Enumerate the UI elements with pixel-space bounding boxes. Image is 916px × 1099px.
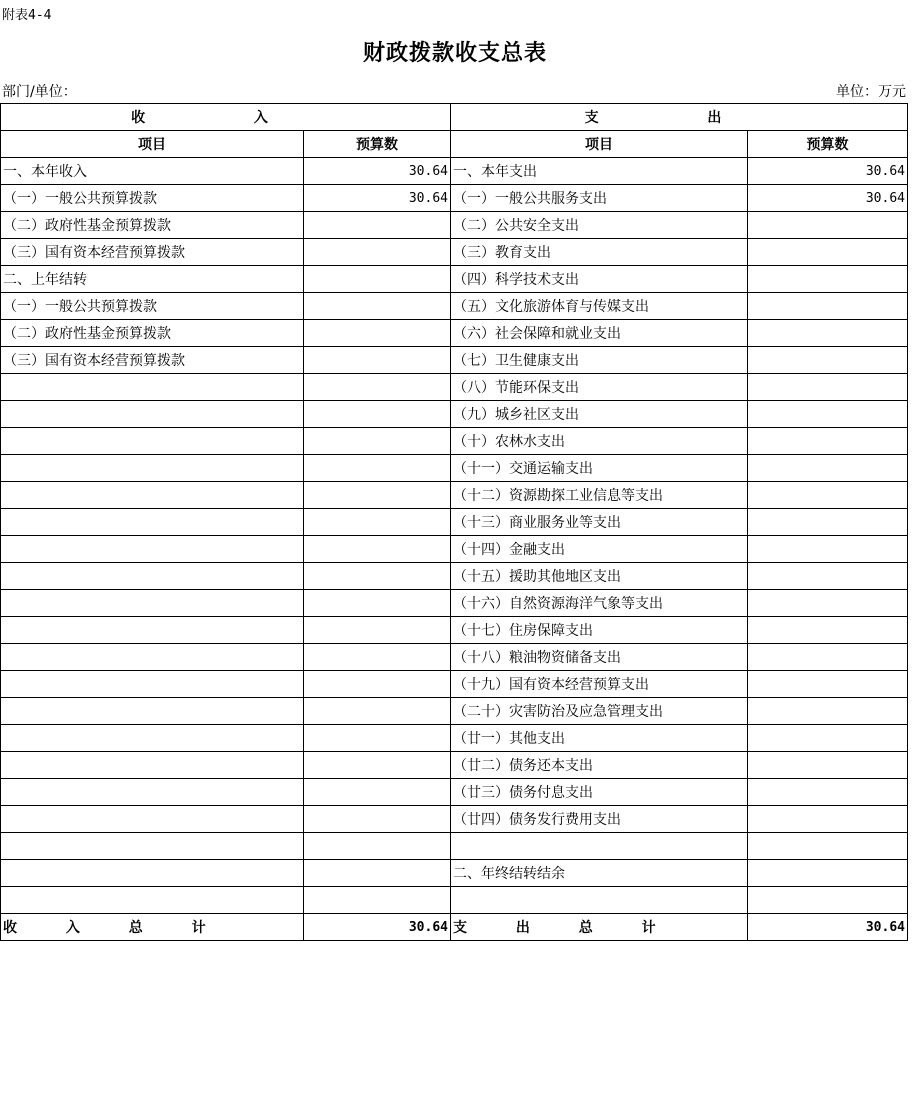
expense-item-cell: （七）卫生健康支出 bbox=[451, 347, 748, 374]
income-item-cell bbox=[1, 698, 304, 725]
income-item-cell bbox=[1, 833, 304, 860]
expense-value-cell: 30.64 bbox=[748, 158, 908, 185]
expense-value-cell bbox=[748, 374, 908, 401]
expense-value-cell bbox=[748, 428, 908, 455]
expense-item-cell: （一）一般公共服务支出 bbox=[451, 185, 748, 212]
expense-item-cell: （十六）自然资源海洋气象等支出 bbox=[451, 590, 748, 617]
expense-item-header: 项目 bbox=[451, 131, 748, 158]
table-row bbox=[1, 428, 908, 455]
expense-item-cell: （廿三）债务付息支出 bbox=[451, 779, 748, 806]
income-value-cell bbox=[304, 455, 451, 482]
expense-value-cell bbox=[748, 887, 908, 914]
table-row bbox=[1, 455, 908, 482]
income-total-label: 收 入 总 计 bbox=[1, 914, 304, 941]
income-item-header: 项目 bbox=[1, 131, 304, 158]
expense-item-cell: （十二）资源勘探工业信息等支出 bbox=[451, 482, 748, 509]
table-row bbox=[1, 617, 908, 644]
expense-value-cell bbox=[748, 644, 908, 671]
income-item-cell: 二、上年结转 bbox=[1, 266, 304, 293]
table-row bbox=[1, 401, 908, 428]
department-label: 部门/单位： bbox=[2, 84, 77, 100]
table-row bbox=[1, 779, 908, 806]
table-row bbox=[1, 239, 908, 266]
expense-value-cell bbox=[748, 725, 908, 752]
table-row bbox=[1, 347, 908, 374]
expense-value-cell bbox=[748, 617, 908, 644]
expense-value-cell bbox=[748, 752, 908, 779]
expense-value-cell bbox=[748, 266, 908, 293]
table-row bbox=[1, 563, 908, 590]
income-total-value: 30.64 bbox=[304, 914, 451, 941]
expense-budget-header: 预算数 bbox=[748, 131, 908, 158]
table-row bbox=[1, 698, 908, 725]
expense-item-cell bbox=[451, 887, 748, 914]
income-section-header: 收 入 bbox=[1, 104, 451, 131]
expense-value-cell bbox=[748, 590, 908, 617]
income-value-cell: 30.64 bbox=[304, 185, 451, 212]
table-row bbox=[1, 185, 908, 212]
total-row bbox=[1, 914, 908, 941]
table-row bbox=[1, 806, 908, 833]
table-row bbox=[1, 374, 908, 401]
expense-item-cell: （二）公共安全支出 bbox=[451, 212, 748, 239]
table-row bbox=[1, 671, 908, 698]
table-row bbox=[1, 887, 908, 914]
expense-value-cell bbox=[748, 833, 908, 860]
income-value-cell bbox=[304, 617, 451, 644]
income-value-cell bbox=[304, 212, 451, 239]
table-row bbox=[1, 482, 908, 509]
expense-item-cell: 一、本年支出 bbox=[451, 158, 748, 185]
budget-table bbox=[0, 103, 908, 941]
income-value-cell bbox=[304, 806, 451, 833]
expense-item-cell: （九）城乡社区支出 bbox=[451, 401, 748, 428]
income-item-cell: （三）国有资本经营预算拨款 bbox=[1, 239, 304, 266]
income-value-cell bbox=[304, 590, 451, 617]
expense-item-cell: （二十）灾害防治及应急管理支出 bbox=[451, 698, 748, 725]
expense-item-cell: （五）文化旅游体育与传媒支出 bbox=[451, 293, 748, 320]
income-value-cell bbox=[304, 671, 451, 698]
income-value-cell bbox=[304, 644, 451, 671]
expense-value-cell bbox=[748, 536, 908, 563]
table-row bbox=[1, 725, 908, 752]
expense-item-cell: （十九）国有资本经营预算支出 bbox=[451, 671, 748, 698]
expense-total-label: 支 出 总 计 bbox=[451, 914, 748, 941]
income-item-cell bbox=[1, 428, 304, 455]
income-value-cell bbox=[304, 833, 451, 860]
income-budget-header: 预算数 bbox=[304, 131, 451, 158]
attachment-number: 附表4-4 bbox=[2, 8, 52, 23]
income-value-cell bbox=[304, 293, 451, 320]
expense-value-cell bbox=[748, 239, 908, 266]
expense-value-cell bbox=[748, 293, 908, 320]
expense-value-cell bbox=[748, 455, 908, 482]
income-item-cell: （一）一般公共预算拨款 bbox=[1, 293, 304, 320]
table-row bbox=[1, 212, 908, 239]
income-value-cell bbox=[304, 860, 451, 887]
income-value-cell bbox=[304, 239, 451, 266]
income-value-cell bbox=[304, 563, 451, 590]
income-value-cell bbox=[304, 698, 451, 725]
expense-value-cell: 30.64 bbox=[748, 185, 908, 212]
income-value-cell bbox=[304, 752, 451, 779]
expense-item-cell: （十五）援助其他地区支出 bbox=[451, 563, 748, 590]
income-value-cell bbox=[304, 887, 451, 914]
income-item-cell: （二）政府性基金预算拨款 bbox=[1, 320, 304, 347]
table-row bbox=[1, 860, 908, 887]
income-value-cell bbox=[304, 536, 451, 563]
expense-value-cell bbox=[748, 482, 908, 509]
expense-item-cell: （十一）交通运输支出 bbox=[451, 455, 748, 482]
expense-value-cell bbox=[748, 320, 908, 347]
income-item-cell bbox=[1, 860, 304, 887]
income-item-cell bbox=[1, 509, 304, 536]
income-item-cell bbox=[1, 590, 304, 617]
income-value-cell bbox=[304, 347, 451, 374]
expense-value-cell bbox=[748, 806, 908, 833]
income-item-cell bbox=[1, 779, 304, 806]
expense-item-cell: （廿一）其他支出 bbox=[451, 725, 748, 752]
income-value-cell bbox=[304, 779, 451, 806]
income-item-cell bbox=[1, 482, 304, 509]
table-row bbox=[1, 320, 908, 347]
expense-total-value: 30.64 bbox=[748, 914, 908, 941]
expense-item-cell: （三）教育支出 bbox=[451, 239, 748, 266]
table-row bbox=[1, 293, 908, 320]
income-value-cell bbox=[304, 428, 451, 455]
expense-item-cell: （十三）商业服务业等支出 bbox=[451, 509, 748, 536]
expense-value-cell bbox=[748, 212, 908, 239]
table-row bbox=[1, 752, 908, 779]
income-item-cell bbox=[1, 374, 304, 401]
table-row bbox=[1, 509, 908, 536]
expense-item-cell: （廿二）债务还本支出 bbox=[451, 752, 748, 779]
table-row bbox=[1, 158, 908, 185]
income-item-cell bbox=[1, 563, 304, 590]
expense-item-cell: （十四）金融支出 bbox=[451, 536, 748, 563]
expense-item-cell: （十七）住房保障支出 bbox=[451, 617, 748, 644]
expense-value-cell bbox=[748, 509, 908, 536]
expense-item-cell: （廿四）债务发行费用支出 bbox=[451, 806, 748, 833]
expense-section-header: 支 出 bbox=[451, 104, 908, 131]
table-row bbox=[1, 536, 908, 563]
income-item-cell bbox=[1, 671, 304, 698]
expense-value-cell bbox=[748, 347, 908, 374]
income-value-cell bbox=[304, 266, 451, 293]
expense-value-cell bbox=[748, 671, 908, 698]
table-row bbox=[1, 266, 908, 293]
table-row bbox=[1, 644, 908, 671]
expense-value-cell bbox=[748, 401, 908, 428]
expense-value-cell bbox=[748, 563, 908, 590]
expense-item-cell: （六）社会保障和就业支出 bbox=[451, 320, 748, 347]
page-title: 财政拨款收支总表 bbox=[362, 40, 547, 66]
income-item-cell bbox=[1, 401, 304, 428]
expense-value-cell bbox=[748, 779, 908, 806]
income-value-cell bbox=[304, 374, 451, 401]
income-item-cell: 一、本年收入 bbox=[1, 158, 304, 185]
income-value-cell bbox=[304, 509, 451, 536]
table-body bbox=[1, 158, 908, 914]
income-value-cell: 30.64 bbox=[304, 158, 451, 185]
income-item-cell bbox=[1, 536, 304, 563]
income-item-cell: （三）国有资本经营预算拨款 bbox=[1, 347, 304, 374]
expense-item-cell: （八）节能环保支出 bbox=[451, 374, 748, 401]
expense-item-cell: 二、年终结转结余 bbox=[451, 860, 748, 887]
income-item-cell bbox=[1, 644, 304, 671]
expense-item-cell bbox=[451, 833, 748, 860]
income-item-cell bbox=[1, 455, 304, 482]
income-item-cell: （一）一般公共预算拨款 bbox=[1, 185, 304, 212]
income-value-cell bbox=[304, 482, 451, 509]
expense-item-cell: （十八）粮油物资储备支出 bbox=[451, 644, 748, 671]
income-value-cell bbox=[304, 401, 451, 428]
income-item-cell bbox=[1, 806, 304, 833]
table-row bbox=[1, 833, 908, 860]
income-item-cell bbox=[1, 752, 304, 779]
income-item-cell: （二）政府性基金预算拨款 bbox=[1, 212, 304, 239]
expense-item-cell: （十）农林水支出 bbox=[451, 428, 748, 455]
expense-value-cell bbox=[748, 860, 908, 887]
income-item-cell bbox=[1, 725, 304, 752]
income-item-cell bbox=[1, 887, 304, 914]
table-row bbox=[1, 590, 908, 617]
income-value-cell bbox=[304, 320, 451, 347]
income-item-cell bbox=[1, 617, 304, 644]
unit-label: 单位：万元 bbox=[836, 84, 906, 100]
income-value-cell bbox=[304, 725, 451, 752]
expense-item-cell: （四）科学技术支出 bbox=[451, 266, 748, 293]
expense-value-cell bbox=[748, 698, 908, 725]
